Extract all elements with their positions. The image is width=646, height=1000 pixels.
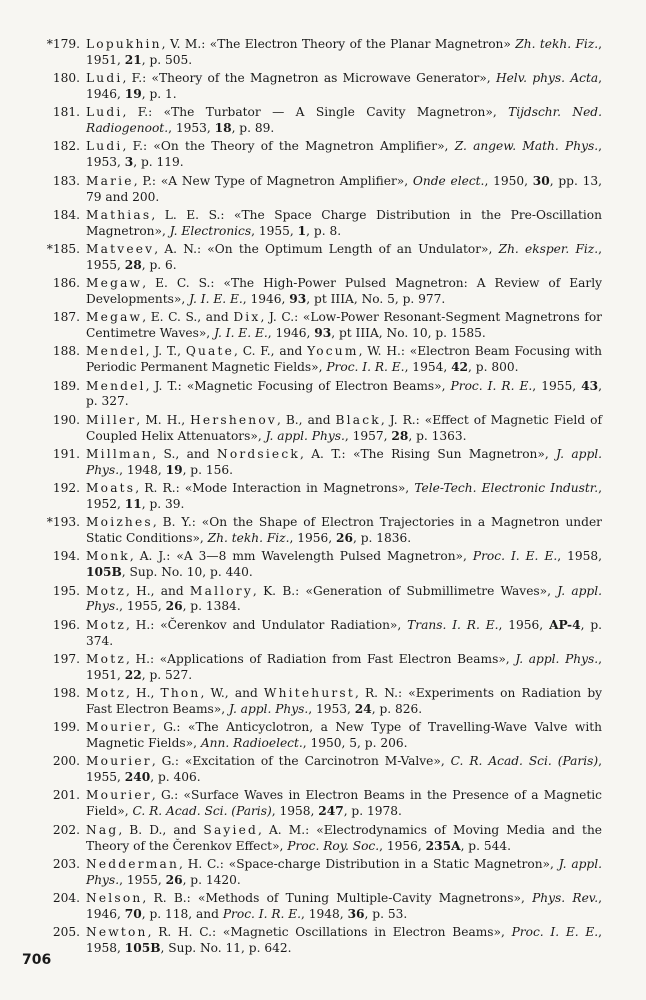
reference-number: 196.: [52, 617, 80, 632]
reference-entry: [36, 71, 602, 103]
reference-entry: [36, 174, 602, 206]
author-name: Motz: [86, 651, 126, 666]
journal-title: J. appl. Phys.: [86, 856, 603, 887]
citation-text: , p. 1384.: [182, 599, 241, 614]
reference-text: [86, 379, 602, 411]
citation-text: , H.: «Applications of Radiation from Fast Electron Beams»,: [125, 651, 516, 666]
volume-number: 28: [124, 257, 142, 272]
citation-text: , p. 1836.: [352, 531, 412, 546]
citation-text: , p. 527.: [141, 667, 193, 682]
reference-entry: [36, 686, 602, 718]
volume-number: 93: [289, 292, 307, 306]
author-name: Nelson: [86, 890, 143, 905]
citation-text: , pt IIIA, No. 5, p. 977.: [306, 292, 446, 306]
volume-number: 26: [165, 599, 183, 614]
citation-text: , W. H.: «Electron Beam Focusing with Periodic Permanent Magnetic Fields»,: [86, 344, 602, 375]
reference-number: *185.: [46, 241, 80, 256]
volume-number: 105B: [86, 565, 122, 580]
citation-text: , B., and: [276, 412, 336, 427]
author-name: Thon: [160, 685, 201, 700]
citation-text: , 1948,: [301, 906, 348, 921]
citation-text: , S., and: [152, 446, 217, 461]
volume-number: 105B: [124, 940, 161, 955]
reference-number: 195.: [52, 583, 80, 598]
reference-entry: [36, 481, 602, 513]
citation-text: , 1946,: [86, 71, 602, 102]
citation-text: , L. E. S.: «The Space Charge Distribution in the Pre-Oscillation Magnetron»,: [86, 207, 602, 238]
citation-text: , A. T.: «The Rising Sun Magnetron»,: [299, 446, 557, 461]
author-name: Ludi: [86, 71, 123, 86]
journal-title: Ann. Radioelect.: [200, 736, 303, 751]
volume-number: 240: [124, 770, 151, 785]
reference-text: [86, 652, 602, 684]
volume-number: 26: [336, 531, 353, 546]
citation-text: , 1950, 5, p. 206.: [302, 736, 408, 751]
citation-text: , p. 1978.: [343, 804, 402, 819]
journal-title: Proc. I. R. E.: [326, 360, 405, 375]
citation-text: , H., and: [125, 583, 190, 598]
reference-number: 180.: [52, 71, 80, 86]
reference-entry: [36, 754, 602, 786]
citation-text: , p. 826.: [371, 701, 423, 716]
reference-number: 198.: [52, 685, 80, 700]
author-name: Matveev: [86, 241, 155, 256]
journal-title: J. appl. Phys.: [229, 701, 309, 716]
reference-entry: [36, 276, 602, 308]
journal-title: J. I. E. E.: [189, 292, 243, 306]
citation-text: , p. 800.: [468, 360, 519, 375]
journal-title: Tijdschr. Ned. Radiogenoot.: [86, 105, 602, 136]
citation-text: , p. 1.: [141, 87, 177, 102]
citation-text: , Sup. No. 11, p. 642.: [160, 940, 292, 955]
reference-number: 199.: [52, 720, 80, 735]
citation-text: , W., and: [200, 685, 264, 700]
author-name: Nedderman: [86, 856, 179, 871]
author-name: Millman: [86, 446, 153, 461]
citation-text: , R. B.: «Methods of Tuning Multiple-Cavity Magnetrons»,: [142, 890, 533, 905]
citation-text: , p. 39.: [141, 496, 185, 511]
citation-text: , 1955,: [119, 872, 166, 887]
journal-title: Helv. phys. Acta: [495, 71, 599, 86]
citation-text: , A. M.: «Electrodynamics of Moving Media and the Theory of the Čerenkov Effect»,: [86, 822, 603, 853]
citation-text: , F.: «On the Theory of the Magnetron Amplifier»,: [122, 139, 455, 154]
reference-text: [86, 618, 602, 650]
citation-text: , 1950,: [484, 173, 533, 188]
author-name: Yocum: [307, 344, 359, 359]
journal-title: C. R. Acad. Sci. (Paris): [450, 754, 599, 769]
author-name: Nag: [86, 822, 119, 837]
reference-entry: [36, 242, 602, 274]
reference-entry: [36, 788, 602, 820]
reference-number: 192.: [52, 481, 80, 496]
volume-number: 42: [451, 360, 469, 375]
reference-number: 183.: [52, 173, 80, 188]
reference-entry: [36, 37, 602, 69]
citation-text: , p. 374.: [86, 617, 602, 648]
reference-number: *179.: [46, 37, 80, 51]
journal-title: Zh. tekh. Fiz.: [515, 37, 599, 51]
citation-text: , J. R.: «Effect of Magnetic Field of Coupled Helix Attenuators»,: [86, 412, 602, 443]
citation-text: , p. 6.: [141, 257, 177, 272]
author-name: Nordsieck: [216, 446, 300, 461]
citation-text: , C. F., and: [234, 344, 308, 359]
citation-text: , p. 1363.: [408, 428, 467, 443]
citation-text: , p. 89.: [231, 121, 275, 136]
author-name: Quate: [185, 344, 235, 359]
author-name: Megaw: [86, 310, 143, 325]
journal-title: J. appl. Phys.: [86, 446, 603, 477]
reference-number: 184.: [52, 207, 80, 222]
reference-text: [86, 310, 602, 342]
reference-number: 181.: [52, 105, 80, 120]
citation-text: , 1953,: [86, 139, 602, 170]
journal-title: Zh. tekh. Fiz.: [207, 531, 290, 546]
author-name: Moizhes: [86, 515, 153, 530]
volume-number: 21: [124, 52, 142, 67]
author-name: Mallory: [189, 583, 253, 598]
reference-entry: [36, 652, 602, 684]
journal-title: Phys. Rev.: [532, 890, 599, 905]
citation-text: , pp. 13, 79 and 200.: [86, 173, 602, 204]
reference-number: 191.: [52, 446, 80, 461]
journal-title: Proc. I. E. E.: [511, 925, 599, 940]
citation-text: , p. 1420.: [182, 872, 241, 887]
reference-text: [86, 344, 602, 376]
citation-text: , p. 156.: [182, 462, 233, 477]
author-name: Motz: [86, 583, 126, 598]
reference-number: 194.: [52, 549, 80, 564]
citation-text: , p. 327.: [86, 378, 602, 409]
author-name: Monk: [86, 549, 130, 564]
reference-text: [86, 105, 602, 137]
citation-text: , 1946,: [86, 890, 602, 921]
volume-number: 11: [124, 496, 142, 511]
author-name: Ludi: [86, 139, 123, 154]
reference-text: [86, 174, 602, 206]
journal-title: Zh. eksper. Fiz.: [498, 241, 599, 256]
journal-title: Proc. Roy. Soc.: [287, 838, 380, 853]
citation-text: , p. 118, and: [141, 906, 223, 921]
author-name: Black: [335, 412, 381, 427]
journal-title: J. appl. Phys.: [515, 651, 599, 666]
volume-number: 247: [318, 804, 344, 819]
citation-text: , 1946,: [242, 292, 290, 306]
citation-text: , B. D., and: [118, 822, 204, 837]
volume-number: 235A: [425, 838, 461, 853]
reference-number: 188.: [52, 344, 80, 359]
author-name: Mendel: [86, 378, 146, 393]
reference-entry: [36, 549, 602, 581]
citation-text: , K. B.: «Generation of Submillimetre Waves»,: [252, 583, 558, 598]
reference-entry: [36, 584, 602, 616]
journal-title: Z. angew. Math. Phys.: [454, 139, 599, 154]
page-number: 706: [22, 952, 52, 968]
author-name: Whitehurst: [263, 685, 355, 700]
citation-text: , p. 8.: [306, 223, 342, 238]
citation-text: , 1948,: [119, 462, 166, 477]
reference-number: 190.: [52, 412, 80, 427]
reference-entry: [36, 515, 602, 547]
citation-text: , E. C. S., and: [142, 310, 234, 325]
reference-number: 186.: [52, 276, 80, 291]
citation-text: , 1952,: [86, 481, 602, 511]
citation-text: , 1957,: [344, 428, 392, 443]
reference-text: [86, 857, 602, 889]
volume-number: 19: [165, 462, 183, 477]
citation-text: , 1958,: [557, 549, 602, 564]
author-name: Mourier: [86, 720, 152, 735]
reference-entry: [36, 105, 602, 137]
citation-text: , p. 406.: [150, 770, 201, 785]
reference-text: [86, 686, 602, 718]
journal-title: Proc. I. R. E.: [450, 378, 533, 393]
citation-text: , G.: «Surface Waves in Electron Beams in the Presence of a Magnetic Field»,: [86, 788, 602, 819]
volume-number: 1: [297, 223, 307, 238]
author-name: Moats: [86, 481, 136, 496]
reference-entry: [36, 925, 602, 957]
reference-text: [86, 276, 602, 308]
reference-text: [86, 208, 602, 240]
journal-title: C. R. Acad. Sci. (Paris): [132, 804, 272, 819]
citation-text: , M. H.,: [136, 412, 191, 427]
citation-text: , J. T.: «Magnetic Focusing of Electron Beams»,: [145, 378, 451, 393]
reference-text: [86, 549, 602, 581]
citation-text: , 1955,: [86, 754, 602, 785]
reference-entry: [36, 823, 602, 855]
citation-text: , R. N.: «Experiments on Radiation by Fast Electron Beams»,: [86, 685, 603, 716]
citation-text: , p. 544.: [460, 838, 511, 853]
journal-title: Trans. I. R. E.: [407, 617, 499, 632]
reference-entry: [36, 891, 602, 923]
journal-title: J. appl. Phys.: [86, 583, 602, 614]
reference-text: [86, 788, 602, 820]
volume-number: 93: [314, 326, 332, 341]
author-name: Mathias: [86, 207, 152, 222]
reference-text: [86, 481, 602, 513]
reference-entry: [36, 208, 602, 240]
reference-entry: [36, 413, 602, 445]
volume-number: 28: [391, 428, 409, 443]
volume-number: 70: [124, 906, 142, 921]
citation-text: , J. T.,: [145, 344, 186, 359]
reference-number: 197.: [52, 651, 80, 666]
citation-text: , 1956,: [289, 531, 336, 546]
citation-text: , V. M.: «The Electron Theory of the Planar Magnetron»: [161, 37, 516, 51]
journal-title: Onde elect.: [412, 173, 485, 188]
reference-number: *193.: [46, 515, 80, 530]
volume-number: 43: [581, 378, 599, 393]
reference-entry: [36, 720, 602, 752]
reference-entry: [36, 139, 602, 171]
citation-text: , H.,: [125, 685, 161, 700]
author-name: Megaw: [86, 276, 143, 291]
reference-number: 187.: [52, 310, 80, 325]
reference-number: 182.: [52, 139, 80, 154]
reference-number: 200.: [52, 754, 80, 769]
reference-text: [86, 139, 602, 171]
citation-text: , 1955,: [251, 223, 298, 238]
author-name: Dix: [233, 310, 261, 325]
citation-text: , 1955,: [86, 241, 602, 272]
author-name: Motz: [86, 617, 126, 632]
reference-text: [86, 515, 602, 547]
reference-number: 203.: [52, 856, 80, 871]
reference-entry: [36, 857, 602, 889]
journal-title: J. Electronics: [169, 223, 252, 238]
citation-text: , A. N.: «On the Optimum Length of an Undulator»,: [154, 241, 499, 256]
citation-text: , 1955,: [532, 378, 582, 393]
citation-text: , 1958,: [86, 925, 603, 955]
journal-title: J. I. E. E.: [214, 326, 268, 341]
citation-text: , R. R.: «Mode Interaction in Magnetrons»,: [135, 481, 415, 496]
reference-text: [86, 925, 602, 957]
author-name: Mourier: [86, 788, 152, 803]
author-name: Sayied: [203, 822, 259, 837]
author-name: Hershenov: [190, 412, 277, 427]
reference-text: [86, 584, 602, 616]
volume-number: 22: [124, 667, 142, 682]
reference-number: 204.: [52, 890, 80, 905]
citation-text: , 1955,: [119, 599, 166, 614]
journal-title: Proc. I. E. E.: [472, 549, 558, 564]
citation-text: , 1956,: [498, 617, 550, 632]
author-name: Ludi: [86, 105, 123, 120]
reference-number: 205.: [52, 925, 80, 940]
citation-text: , F.: «Theory of the Magnetron as Microwave Generator»,: [122, 71, 496, 86]
citation-text: , P.: «A New Type of Magnetron Amplifier»,: [133, 173, 413, 188]
citation-text: , 1946,: [267, 326, 315, 341]
citation-text: , B. Y.: «On the Shape of Electron Trajectories in a Magnetron under Static Conditions»,: [86, 515, 602, 546]
citation-text: , R. H. C.: «Magnetic Oscillations in Electron Beams»,: [147, 925, 512, 940]
citation-text: , E. C. S.: «The High-Power Pulsed Magnetron: A Review of Early Developments»,: [86, 276, 602, 306]
reference-entry: [36, 447, 602, 479]
reference-text: [86, 37, 602, 69]
volume-number: AP-4: [549, 617, 581, 632]
citation-text: , p. 505.: [141, 52, 193, 67]
reference-entry: [36, 618, 602, 650]
journal-title: Tele-Tech. Electronic Industr.: [414, 481, 599, 496]
reference-number: 202.: [52, 822, 80, 837]
reference-entry: [36, 379, 602, 411]
reference-entry: [36, 344, 602, 376]
journal-title: J. appl. Phys.: [265, 428, 345, 443]
author-name: Newton: [86, 925, 148, 940]
reference-entry: [36, 310, 602, 342]
citation-text: , 1956,: [379, 838, 426, 853]
reference-text: [86, 720, 602, 752]
reference-text: [86, 891, 602, 923]
volume-number: 24: [354, 701, 372, 716]
citation-text: , p. 53.: [364, 906, 408, 921]
citation-text: , 1958,: [271, 804, 319, 819]
journal-title: Proc. I. R. E.: [222, 906, 302, 921]
reference-text: [86, 447, 602, 479]
citation-text: , p. 119.: [133, 155, 184, 170]
author-name: Mendel: [86, 344, 146, 359]
citation-text: , G.: «Excitation of the Carcinotron M-Valve»,: [151, 754, 451, 769]
reference-list: [36, 37, 602, 959]
citation-text: , 1953,: [308, 701, 355, 716]
author-name: Motz: [86, 685, 126, 700]
citation-text: , pt IIIA, No. 10, p. 1585.: [331, 326, 486, 341]
volume-number: 3: [124, 155, 134, 170]
citation-text: , H.: «Čerenkov and Undulator Radiation»,: [125, 617, 408, 632]
citation-text: , 1951,: [86, 37, 602, 67]
citation-text: , H. C.: «Space-charge Distribution in a Static Magnetron»,: [179, 856, 559, 871]
citation-text: , 1951,: [86, 651, 603, 682]
reference-text: [86, 413, 602, 445]
author-name: Miller: [86, 412, 137, 427]
reference-number: 201.: [52, 788, 80, 803]
citation-text: , J. C.: «Low-Power Resonant-Segment Magnetrons for Centimetre Waves»,: [86, 310, 603, 341]
citation-text: , F.: «The Turbator — A Single Cavity Magnetron»,: [122, 105, 509, 120]
author-name: Mourier: [86, 754, 152, 769]
citation-text: , A. J.: «A 3—8 mm Wavelength Pulsed Magnetron»,: [129, 549, 473, 564]
reference-number: 189.: [52, 378, 80, 393]
reference-text: [86, 71, 602, 103]
author-name: Lopukhin: [86, 37, 162, 51]
reference-text: [86, 242, 602, 274]
volume-number: 36: [347, 906, 365, 921]
reference-text: [86, 754, 602, 786]
volume-number: 26: [165, 872, 183, 887]
volume-number: 19: [124, 87, 142, 102]
volume-number: 30: [532, 173, 550, 188]
volume-number: 18: [214, 121, 232, 136]
reference-text: [86, 823, 602, 855]
citation-text: , 1953,: [168, 121, 215, 136]
citation-text: , Sup. No. 10, p. 440.: [121, 565, 253, 580]
author-name: Marie: [86, 173, 134, 188]
citation-text: , 1954,: [404, 360, 452, 375]
citation-text: , G.: «The Anticyclotron, a New Type of Travelling-Wave Valve with Magnetic Fields»,: [86, 720, 602, 751]
